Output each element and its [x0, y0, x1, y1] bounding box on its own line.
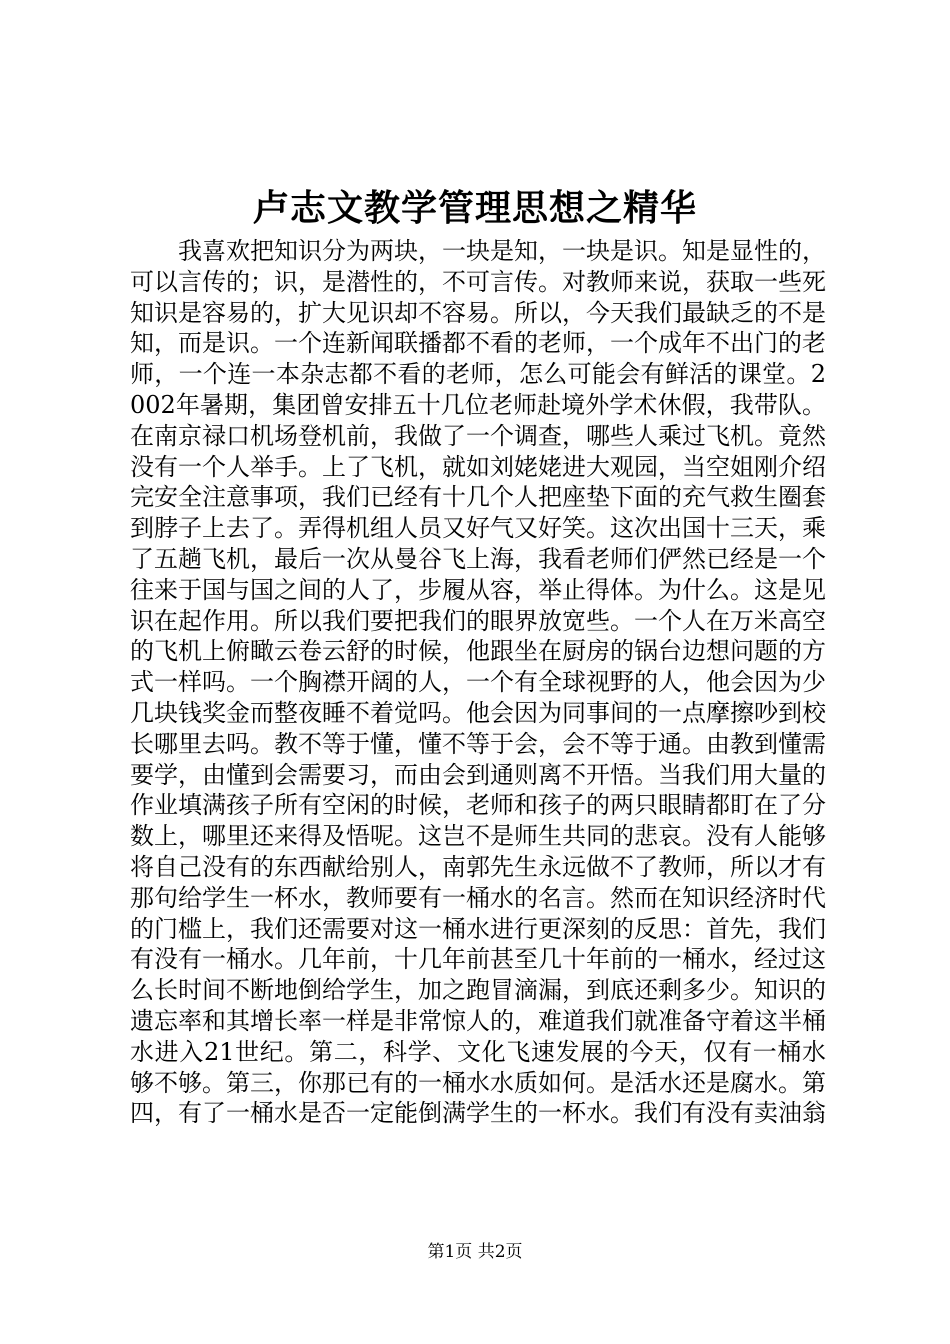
page-footer: 第1页 共2页	[427, 1242, 523, 1262]
body-paragraph: 我喜欢把知识分为两块，一块是知，一块是识。知是显性的，可以言传的；识，是潜性的，不可言传。对教师来说，获取一些死知识是容易的，扩大见识却不容易。所以，今天我们最缺乏的不是知，而是识。一个连新闻联播都不看的老师，一个成年不出门的老师，一个连一本杂志都不看的老师，怎么可能会有鲜活的课堂。2002年暑期，集团曾安排五十几位老师赴境外学术休假，我带队。在南京禄口机场登机前，我做了一个调查，哪些人乘过飞机。竟然没有一个人举手。上了飞机，就如刘姥姥进大观园，当空姐刚介绍完安全注意事项，我们已经有十几个人把座垫下面的充气救生圈套到脖子上去了。弄得机组人员又好气又好笑。这次出国十三天，乘了五趟飞机，最后一次从曼谷飞上海，我看老师们俨然已经是一个往来于国与国之间的人了，步履从容，举止得体。为什么。这是见识在起作用。所以我们要把我们的眼界放宽些。一个人在万米高空的飞机上俯瞰云卷云舒的时候，他跟坐在厨房的锅台边想问题的方式一样吗。一个胸襟开阔的人，一个有全球视野的人，他会因为少几块钱奖金而整夜睡不着觉吗。他会因为同事间的一点摩擦吵到校长哪里去吗。教不等于懂，懂不等于会，会不等于通。由教到懂需要学，由懂到会需要习，而由会到通则离不开悟。当我们用大量的作业填满孩子所有空闲的时候，老师和孩子的两只眼睛都盯在了分数上，哪里还来得及悟呢。这岂不是师生共同的悲哀。没有人能够将自己没有的东西献给别人，南郭先生永远做不了教师，所以才有那句给学生一杯水，教师要有一桶水的名言。然而在知识经济时代的门槛上，我们还需要对这一桶水进行更深刻的反思：首先，我们有没有一桶水。几年前，十几年前甚至几十年前的一桶水，经过这么长时间不断地倒给学生，加之跑冒滴漏，到底还剩多少。知识的遗忘率和其增长率一样是非常惊人的，难道我们就准备守着这半桶水进入21世纪。第二，科学、文化飞速发展的今天，仅有一桶水够不够。第三，你那已有的一桶水水质如何。是活水还是腐水。第四，有了一桶水是否一定能倒满学生的一杯水。我们有没有卖油翁	[130, 237, 826, 1128]
document-title: 卢志文教学管理思想之精华	[252, 187, 697, 229]
